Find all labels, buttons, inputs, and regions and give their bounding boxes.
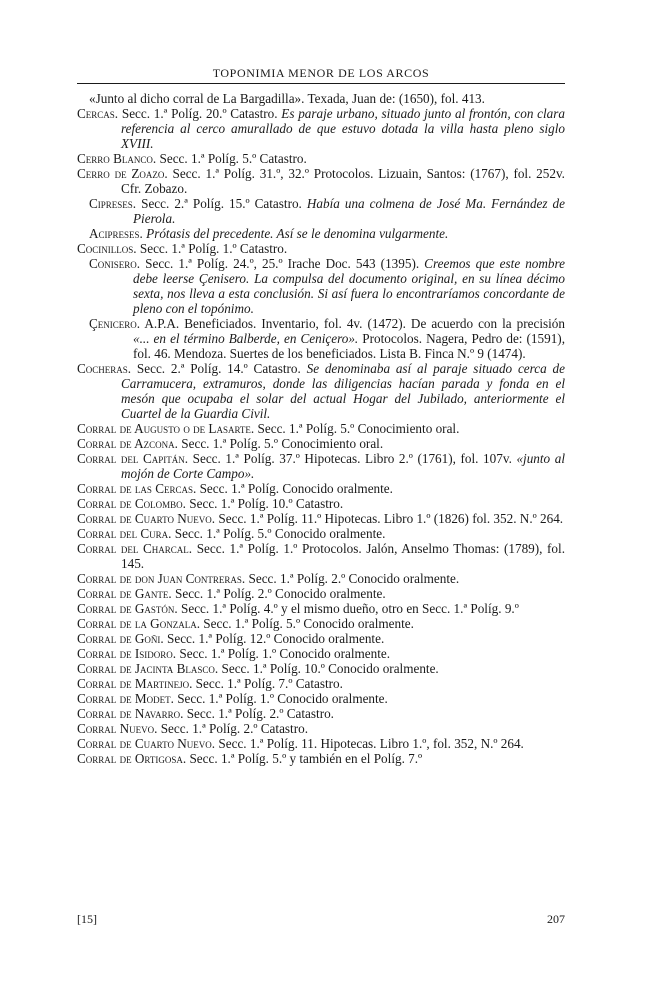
entry-text: Secc. 2.ª Políg. 14.º Catastro. [131,361,307,376]
entry-headword: Corral de Isidoro. [77,646,177,661]
entry-text: Secc. 1.ª Políg. 2.º Catastro. [183,706,334,721]
entry-headword: Corral del Cura. [77,526,172,541]
entry-headword: Cercas. [77,106,119,121]
entry-headword: Corral de Cuarto Nuevo. [77,736,216,751]
entry-text: Secc. 1.ª Políg. 11. Hipotecas. Libro 1.º, fol. 352, N.º 264. [215,736,524,751]
glossary-entry [77,526,565,541]
entry-headword: Cipreses. [89,196,137,211]
entry-note: Se denominaba así al paraje situado cerca de Carramucera, extramuros, donde las diligencias hacían parada y fonda en el mesón que ocupaba el solar del actual Hogar del Jubilado, anteriormente el Cuartel de la Guardia Civil. [121,361,565,421]
glossary-entry [77,361,565,421]
entry-text: Secc. 1.ª Políg. 5.º Conocido oralmente. [171,526,386,541]
entry-note: «... en el término Balberde, en Ceniçero». [133,331,359,346]
entry-note: Creemos que este nombre debe leerse Çenisero. La compulsa del documento original, en su línea décimo sexta, nos lleva a esta conclusión. Si así fuera lo encontraríamos concordante de pleno con el topónimo. [133,256,565,316]
entry-text: A.P.A. Beneficiados. Inventario, fol. 4v. (1472). De acuerdo con la precisión [140,316,565,331]
entry-headword: Cerro de Zoazo. [77,166,168,181]
page-number: 207 [547,912,565,926]
glossary-entry [77,436,565,451]
glossary-body [77,91,565,766]
glossary-entry [77,706,565,721]
glossary-entry [77,91,565,106]
entry-headword: Corral de las Cercas. [77,481,197,496]
entry-note: «junto al mojón de Corte Campo». [121,451,565,481]
entry-headword: Corral de Modet. [77,691,174,706]
entry-text: Secc. 1.ª Políg. 1.º Conocido oralmente. [173,691,388,706]
glossary-entry [77,241,565,256]
glossary-entry [77,541,565,571]
glossary-entry [77,511,565,526]
entry-text: Secc. 1.ª Políg. 5.º y también en el Políg. 7.º [186,751,423,766]
glossary-entry [77,661,565,676]
entry-text: Secc. 1.ª Políg. 20.º Catastro. [118,106,282,121]
glossary-entry [77,646,565,661]
entry-headword: Corral Nuevo. [77,721,158,736]
entry-text: Secc. 1.ª Políg. 5.º Catastro. [156,151,307,166]
running-header: TOPONIMIA MENOR DE LOS ARCOS [212,66,430,80]
entry-headword: Corral del Charcal. [77,541,193,556]
entry-text: Secc. 1.ª Políg. 31.º, 32.º Protocolos. Lizuain, Santos: (1767), fol. 252v. Cfr. Zobazo. [121,166,565,196]
entry-headword: Corral de la Gonzala. [77,616,200,631]
entry-headword: Corral de Augusto o de Lasarte. [77,421,255,436]
glossary-entry [77,751,565,766]
entry-headword: Cerro Blanco. [77,151,157,166]
glossary-entry [77,601,565,616]
entry-headword: Çenicero. [89,316,141,331]
glossary-entry [77,166,565,196]
entry-headword: Corral de Navarro. [77,706,184,721]
entry-headword: Corral de Cuarto Nuevo. [77,511,216,526]
entry-text: Secc. 1.ª Políg. 37.º Hipotecas. Libro 2.º (1761), fol. 107v. [188,451,517,466]
header-rule [77,83,565,84]
entry-headword: Corral del Capitán. [77,451,189,466]
entry-text: Secc. 1.ª Políg. 5.º Conocimiento oral. [177,436,384,451]
glossary-entry [77,691,565,706]
glossary-entry [77,481,565,496]
glossary-entry [77,631,565,646]
entry-text: Secc. 1.ª Políg. 1.º Catastro. [136,241,288,256]
entry-headword: Cocheras. [77,361,132,376]
glossary-entry [77,586,565,601]
entry-text: Secc. 1.ª Políg. 7.º Catastro. [192,676,343,691]
entry-headword: Acipreses. [89,226,143,241]
entry-text: Secc. 1.ª Políg. Conocido oralmente. [196,481,393,496]
entry-text: Secc. 1.ª Políg. 4.º y el mismo dueño, otro en Secc. 1.ª Políg. 9.º [177,601,519,616]
entry-text: «Junto al dicho corral de La Bargadilla». Texada, Juan de: (1650), fol. 413. [89,91,485,106]
entry-note: Había una colmena de José Ma. Fernández de Pierola. [133,196,565,226]
entry-text: Secc. 1.ª Políg. 11.º Hipotecas. Libro 1.º (1826) fol. 352. N.º 264. [215,511,564,526]
glossary-entry [77,736,565,751]
entry-text: Secc. 1.ª Políg. 24.º, 25.º Irache Doc. 543 (1395). [140,256,425,271]
entry-headword: Corral de Jacinta Blasco. [77,661,219,676]
glossary-entry [77,616,565,631]
entry-text: Secc. 1.ª Políg. 10.º Catastro. [185,496,344,511]
entry-text: Protocolos. Nagera, Pedro de: (1591), fol. 46. Mendoza. Suertes de los beneficiados. Lista B. Finca N.º 9 (1474). [133,331,565,361]
entry-note: Es paraje urbano, situado junto al frontón, con clara referencia al cerco amurallado de que estuvo dotada la villa hasta pleno siglo XVIII. [121,106,565,151]
entry-headword: Corral de Goñi. [77,631,164,646]
entry-text: Secc. 1.ª Políg. 5.º Conocimiento oral. [254,421,460,436]
glossary-entry [77,421,565,436]
entry-headword: Corral de Ortigosa. [77,751,187,766]
glossary-entry [77,676,565,691]
glossary-entry [77,256,565,316]
entry-text: Secc. 1.ª Políg. 10.º Conocido oralmente. [218,661,439,676]
entry-text: Secc. 1.ª Políg. 2.º Catastro. [157,721,308,736]
glossary-entry [77,571,565,586]
glossary-entry [77,196,565,226]
entry-text: Secc. 1.ª Políg. 2.º Conocido oralmente. [245,571,460,586]
entry-text: Secc. 1.ª Políg. 1.º Protocolos. Jalón, Anselmo Thomas: (1789), fol. 145. [121,541,565,571]
glossary-entry [77,151,565,166]
entry-headword: Corral de Azcona. [77,436,178,451]
entry-text: Secc. 1.ª Políg. 12.º Conocido oralmente. [163,631,385,646]
entry-text: Secc. 1.ª Políg. 1.º Conocido oralmente. [176,646,391,661]
glossary-entry [77,721,565,736]
entry-headword: Cocinillos. [77,241,137,256]
entry-headword: Corral de Gante. [77,586,172,601]
entry-headword: Corral de Gastón. [77,601,178,616]
glossary-entry [77,106,565,151]
glossary-entry [77,496,565,511]
entry-headword: Corral de don Juan Contreras. [77,571,246,586]
glossary-entry [77,451,565,481]
section-marker: [15] [77,912,97,926]
entry-text: Secc. 2.ª Políg. 15.º Catastro. [136,196,307,211]
entry-headword: Corral de Martinejo. [77,676,193,691]
glossary-entry [77,226,565,241]
entry-headword: Conisero. [89,256,141,271]
glossary-entry [77,316,565,361]
entry-text: Secc. 1.ª Políg. 5.º Conocido oralmente. [200,616,414,631]
entry-headword: Corral de Colombo. [77,496,186,511]
entry-text: Secc. 1.ª Políg. 2.º Conocido oralmente. [171,586,386,601]
entry-note: Prótasis del precedente. Así se le denomina vulgarmente. [146,226,449,241]
